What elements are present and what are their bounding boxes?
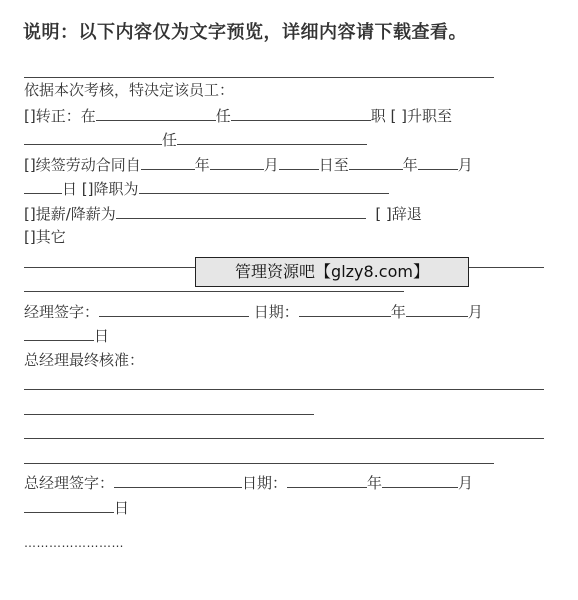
gm-blank-1 bbox=[24, 372, 554, 397]
year-label: 年 bbox=[402, 155, 418, 174]
blank[interactable] bbox=[141, 152, 195, 170]
manager-day-line bbox=[24, 323, 554, 348]
dismiss-option[interactable]: [ ]辞退 bbox=[375, 204, 422, 223]
role-label: 任 bbox=[215, 106, 231, 125]
role-label: 任 bbox=[162, 131, 178, 149]
contract-line bbox=[24, 152, 554, 177]
intro-text: 依据本次考核，特决定该员工： bbox=[24, 81, 235, 99]
gm-blank-3 bbox=[24, 421, 554, 446]
blank[interactable] bbox=[279, 152, 319, 170]
day-label: 日 bbox=[94, 327, 110, 345]
gm-final-label: 总经理最终核准： bbox=[24, 350, 145, 369]
promote-line bbox=[24, 127, 554, 152]
manager-sign-line bbox=[24, 299, 554, 324]
day-label: 日 bbox=[62, 180, 78, 198]
signature-blank[interactable] bbox=[99, 299, 249, 317]
blank[interactable] bbox=[24, 323, 94, 341]
gm-blank-2 bbox=[24, 397, 554, 422]
year-label: 年 bbox=[194, 155, 210, 174]
blank[interactable] bbox=[231, 103, 371, 121]
preview-notice: 说明：以下内容仅为文字预览，详细内容请下载查看。 bbox=[23, 22, 467, 43]
regularize-line bbox=[24, 103, 554, 128]
day-label: 日 bbox=[114, 498, 130, 517]
raise-line bbox=[24, 201, 554, 226]
renew-contract-option[interactable]: []续签劳动合同自 bbox=[24, 155, 141, 174]
gm-final-line bbox=[24, 348, 554, 373]
blank[interactable] bbox=[349, 152, 403, 170]
manager-sign-label: 经理签字： bbox=[24, 302, 100, 321]
blank[interactable] bbox=[287, 470, 367, 488]
other-option[interactable]: []其它 bbox=[24, 228, 66, 246]
year-label: 年 bbox=[390, 302, 406, 321]
evaluation-form bbox=[24, 60, 554, 519]
day-to-label: 日至 bbox=[318, 155, 349, 174]
blank[interactable] bbox=[96, 103, 216, 121]
blank[interactable] bbox=[177, 127, 367, 145]
blank[interactable] bbox=[24, 372, 544, 390]
date-label: 日期： bbox=[253, 302, 299, 321]
blank[interactable] bbox=[418, 152, 458, 170]
gm-sign-line bbox=[24, 470, 554, 495]
blank[interactable] bbox=[24, 176, 62, 194]
blank[interactable] bbox=[406, 299, 468, 317]
blank[interactable] bbox=[24, 446, 494, 464]
signature-blank[interactable] bbox=[114, 470, 242, 488]
demote-line bbox=[24, 176, 554, 201]
title-label: 职 bbox=[370, 106, 386, 125]
gm-day-line bbox=[24, 495, 554, 520]
watermark-banner: 管理资源吧【glzy8.com】 bbox=[195, 257, 469, 287]
month-label: 月 bbox=[457, 155, 473, 174]
blank[interactable] bbox=[139, 176, 389, 194]
gm-sign-label: 总经理签字： bbox=[24, 474, 115, 492]
blank[interactable] bbox=[24, 495, 114, 513]
year-label: 年 bbox=[367, 474, 383, 492]
gm-blank-4 bbox=[24, 446, 554, 471]
intro-line bbox=[24, 78, 554, 103]
blank[interactable] bbox=[116, 201, 366, 219]
trailing-ellipsis: …………………… bbox=[24, 536, 124, 550]
month-label: 月 bbox=[458, 474, 474, 492]
blank[interactable] bbox=[299, 299, 391, 317]
month-label: 月 bbox=[263, 155, 279, 174]
regularize-option[interactable]: []转正：在 bbox=[24, 106, 96, 125]
demote-option[interactable]: []降职为 bbox=[81, 180, 139, 198]
blank[interactable] bbox=[24, 397, 314, 415]
top-rule bbox=[24, 60, 494, 78]
promote-option[interactable]: [ ]升职至 bbox=[390, 106, 453, 125]
blank[interactable] bbox=[210, 152, 264, 170]
date-label: 日期： bbox=[242, 474, 288, 492]
blank[interactable] bbox=[24, 421, 544, 439]
other-line bbox=[24, 225, 554, 250]
blank[interactable] bbox=[382, 470, 458, 488]
month-label: 月 bbox=[467, 302, 483, 321]
blank[interactable] bbox=[24, 127, 162, 145]
raise-option[interactable]: []提薪/降薪为 bbox=[24, 204, 116, 223]
